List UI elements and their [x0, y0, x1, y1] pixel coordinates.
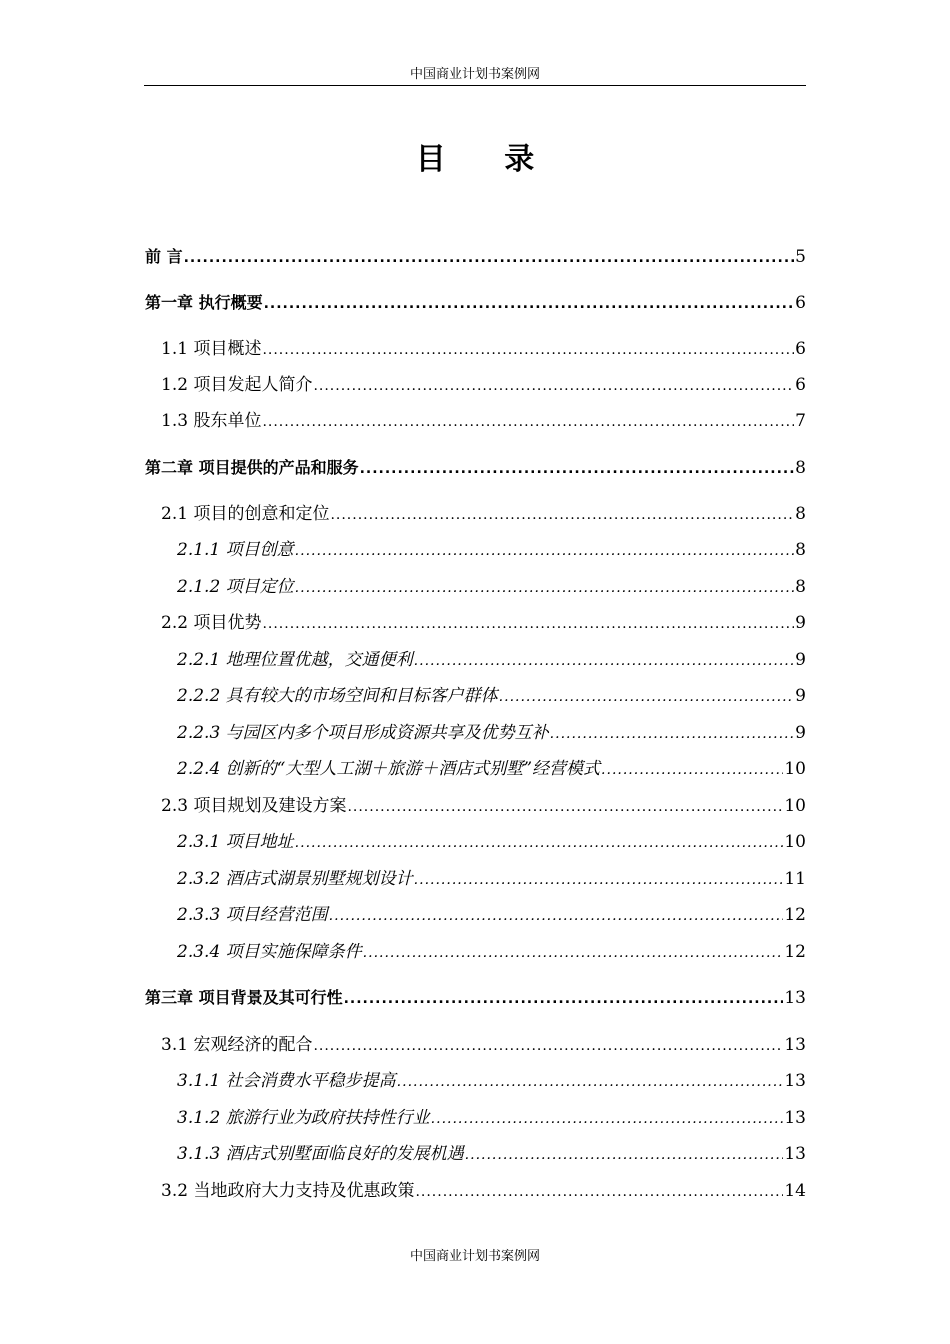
dot-leader	[414, 868, 784, 892]
toc-entry-title: 3.1.1 社会消费水平稳步提高	[177, 1071, 396, 1091]
toc-entry-chapter-1[interactable]	[145, 291, 806, 315]
dot-leader	[262, 612, 794, 636]
toc-entry-page: 14	[784, 1181, 806, 1201]
dot-leader	[499, 685, 795, 709]
toc-entry-2-2-3[interactable]	[177, 721, 806, 745]
page-header: 中国商业计划书案例网	[144, 66, 806, 86]
toc-entry-page: 9	[795, 723, 806, 743]
toc-entry-2-3-1[interactable]	[177, 830, 806, 854]
toc-entry-2-3[interactable]	[161, 794, 806, 818]
dot-leader	[415, 1180, 783, 1204]
dot-leader	[465, 1143, 784, 1167]
toc-entry-title: 第一章 执行概要	[145, 293, 263, 312]
toc-entry-title: 2.3.1 项目地址	[177, 832, 294, 852]
toc-entry-title: 1.1 项目概述	[161, 339, 262, 359]
dot-leader	[431, 1107, 784, 1131]
dot-leader	[363, 941, 784, 965]
toc-entry-2-3-3[interactable]	[177, 903, 806, 927]
toc-entry-title: 2.2.4 创新的“大型人工湖＋旅游＋酒店式别墅”经营模式	[177, 759, 601, 779]
dot-leader	[295, 576, 795, 600]
toc-entry-page: 6	[795, 339, 806, 359]
toc-entry-2-1-2[interactable]	[177, 575, 806, 599]
toc-entry-page: 8	[795, 540, 806, 560]
dot-leader	[397, 1070, 784, 1094]
toc-entry-title: 2.1.1 项目创意	[177, 540, 294, 560]
dot-leader	[344, 987, 784, 1011]
toc-entry-2-1[interactable]	[161, 502, 806, 526]
toc-entry-title: 3.1.3 酒店式别墅面临良好的发展机遇	[177, 1144, 464, 1164]
toc-entry-title: 2.2.2 具有较大的市场空间和目标客户群体	[177, 686, 498, 706]
toc-entry-preface[interactable]	[145, 245, 806, 269]
toc-entry-page: 8	[795, 458, 806, 478]
toc-entry-page: 11	[784, 869, 806, 889]
toc-entry-2-1-1[interactable]	[177, 538, 806, 562]
dot-leader	[601, 758, 783, 782]
toc-entry-title: 第二章 项目提供的产品和服务	[145, 458, 359, 477]
toc-entry-title: 2.2.1 地理位置优越，交通便利	[177, 650, 413, 670]
toc-entry-chapter-2[interactable]	[145, 456, 806, 480]
page-title: 目 录	[415, 142, 559, 177]
toc-entry-1-1[interactable]	[161, 337, 806, 361]
toc-entry-2-2[interactable]	[161, 611, 806, 635]
toc-entry-1-3[interactable]	[161, 409, 806, 433]
toc-entry-page: 13	[784, 1108, 806, 1128]
toc-entry-title: 3.2 当地政府大力支持及优惠政策	[161, 1181, 415, 1201]
toc-entry-page: 5	[795, 247, 806, 267]
toc-entry-3-1[interactable]	[161, 1033, 806, 1057]
dot-leader	[295, 539, 795, 563]
toc-entry-page: 8	[795, 504, 806, 524]
toc-entry-page: 10	[784, 796, 806, 816]
toc-entry-page: 8	[795, 577, 806, 597]
toc-entry-2-2-1[interactable]	[177, 648, 806, 672]
toc-entry-title: 前 言	[145, 247, 183, 266]
toc-entry-page: 10	[784, 759, 806, 779]
toc-entry-page: 13	[784, 1144, 806, 1164]
toc-entry-page: 13	[784, 1071, 806, 1091]
toc-entry-title: 2.2 项目优势	[161, 613, 262, 633]
dot-leader	[360, 457, 795, 481]
toc-entry-3-1-1[interactable]	[177, 1069, 806, 1093]
dot-leader	[313, 374, 794, 398]
dot-leader	[295, 831, 784, 855]
toc-entry-title: 2.3.2 酒店式湖景别墅规划设计	[177, 869, 413, 889]
toc-entry-2-2-4[interactable]	[177, 757, 806, 781]
toc-entry-title: 1.3 股东单位	[161, 411, 262, 431]
dot-leader	[184, 246, 795, 270]
dot-leader	[262, 410, 794, 434]
toc-entry-title: 2.1 项目的创意和定位	[161, 504, 330, 524]
toc-entry-page: 9	[795, 650, 806, 670]
toc-entry-2-3-2[interactable]	[177, 867, 806, 891]
toc-entry-3-1-2[interactable]	[177, 1106, 806, 1130]
toc-entry-title: 2.3.3 项目经营范围	[177, 905, 328, 925]
dot-leader	[329, 904, 784, 928]
toc-entry-title: 2.2.3 与园区内多个项目形成资源共享及优势互补	[177, 723, 549, 743]
toc-entry-2-2-2[interactable]	[177, 684, 806, 708]
dot-leader	[414, 649, 795, 673]
toc-entry-page: 12	[784, 942, 806, 962]
dot-leader	[330, 503, 794, 527]
toc-entry-3-1-3[interactable]	[177, 1142, 806, 1166]
toc-entry-page: 13	[784, 988, 806, 1008]
dot-leader	[313, 1034, 783, 1058]
dot-leader	[262, 338, 794, 362]
toc-entry-chapter-3[interactable]	[145, 986, 806, 1010]
dot-leader	[264, 292, 795, 316]
toc-entry-3-2[interactable]	[161, 1179, 806, 1203]
dot-leader	[550, 722, 795, 746]
toc-entry-page: 12	[784, 905, 806, 925]
toc-entry-title: 2.3.4 项目实施保障条件	[177, 942, 362, 962]
toc-entry-page: 10	[784, 832, 806, 852]
toc-entry-1-2[interactable]	[161, 373, 806, 397]
toc-entry-title: 3.1 宏观经济的配合	[161, 1035, 313, 1055]
toc-entry-page: 9	[795, 613, 806, 633]
toc-entry-2-3-4[interactable]	[177, 940, 806, 964]
toc-entry-page: 6	[795, 293, 806, 313]
toc-entry-page: 13	[784, 1035, 806, 1055]
toc-entry-title: 2.3 项目规划及建设方案	[161, 796, 347, 816]
dot-leader	[347, 795, 783, 819]
toc-entry-title: 1.2 项目发起人简介	[161, 375, 313, 395]
toc-entry-title: 第三章 项目背景及其可行性	[145, 988, 343, 1007]
page-footer: 中国商业计划书案例网	[409, 1249, 540, 1264]
toc-entry-page: 9	[795, 686, 806, 706]
toc-entry-page: 7	[795, 411, 806, 431]
toc-entry-page: 6	[795, 375, 806, 395]
toc-entry-title: 2.1.2 项目定位	[177, 577, 294, 597]
toc-entry-title: 3.1.2 旅游行业为政府扶持性行业	[177, 1108, 430, 1128]
